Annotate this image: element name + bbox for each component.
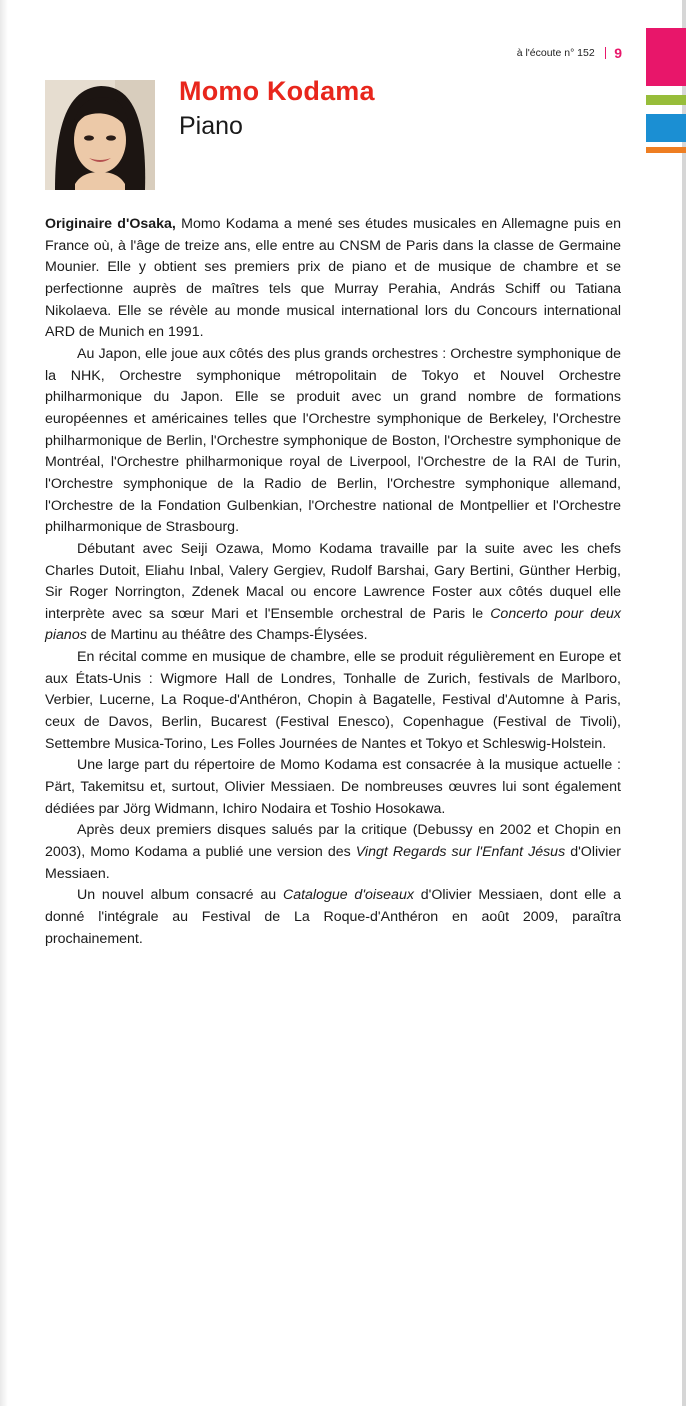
page-right-edge xyxy=(682,0,686,1406)
bio-paragraph-7 xyxy=(45,885,621,950)
biography xyxy=(45,214,621,950)
section-tab-blue xyxy=(646,114,686,142)
bio-p7-text: Un nouvel album consacré au xyxy=(77,887,283,904)
folio-separator xyxy=(605,47,607,59)
bio-p7-text-end: d'Olivier Messiaen, dont elle a donné l'intégrale au Festival de La Roque-d'Anthéron en août 2009, paraîtra prochainement. xyxy=(45,887,621,947)
bio-p6-title: Vingt Regards sur l'Enfant Jésus xyxy=(355,844,566,861)
bio-paragraph-3 xyxy=(45,539,621,647)
section-tab-green xyxy=(646,95,686,105)
bio-paragraph-2: Au Japon, elle joue aux côtés des plus grands orchestres : Orchestre symphonique de la NHK, Orchestre symphonique métropolitain de Tokyo et Nouvel Orchestre philharmonique du Japon. Elle se produit avec un grand nombre de formations européennes et américaines telles que l'Orchestre symphonique de Berkeley, l'Orchestre philharmonique de Berlin, l'Orchestre symphonique de Boston, l'Orchestre symphonique de Montréal, l'Orchestre philharmonique royal de Liverpool, l'Orchestre de la RAI de Turin, l'Orchestre symphonique de la Radio de Berlin, l'Orchestre symphonique allemand, l'Orchestre de la Fondation Gulbenkian, l'Orchestre national de Montpellier et l'Orchestre philharmonique de Strasbourg. xyxy=(45,345,621,536)
page-number: 9 xyxy=(614,45,622,61)
bio-paragraph-1 xyxy=(45,214,621,344)
artist-name: Momo Kodama xyxy=(179,76,375,106)
bio-p7-title: Catalogue d'oiseaux xyxy=(282,887,414,904)
portrait-illustration xyxy=(45,80,155,190)
section-tab-orange xyxy=(646,147,686,153)
bio-p3-text-end: de Martinu au théâtre des Champs-Élysées. xyxy=(86,627,368,644)
artist-instrument: Piano xyxy=(179,112,243,140)
bio-paragraph-6 xyxy=(45,820,621,885)
publication-label: à l'écoute n° 152 xyxy=(516,47,595,59)
bio-lead: Originaire d'Osaka, xyxy=(45,216,176,232)
bio-paragraph-5: Une large part du répertoire de Momo Kodama est consacrée à la musique actuelle : Pärt, Takemitsu et, surtout, Olivier Messiaen. De nombreuses œuvres lui sont également dédiées par Jörg Widmann, Ichiro Nodaira et Toshio Hosokawa. xyxy=(45,757,621,817)
bio-p1-text: Momo Kodama a mené ses études musicales en Allemagne puis en France où, à l'âge de treize ans, elle entre au CNSM de Paris dans la classe de Germaine Mounier. Elle y obtient ses premiers prix de piano et de musique de chambre et se perfectionne auprès de maîtres tels que Murray Perahia, András Schiff ou Tatiana Nikolaeva. Elle se révèle au monde musical international lors du Concours international ARD de Munich en 1991. xyxy=(45,216,621,341)
bio-p6-text: Après deux premiers disques salués par la critique (Debussy en 2002 et Chopin en 2003), Momo Kodama a publié une version des xyxy=(45,822,621,861)
bio-p3-text: Débutant avec Seiji Ozawa, Momo Kodama travaille par la suite avec les chefs Charles Dutoit, Eliahu Inbal, Valery Gergiev, Rudolf Barshai, Gary Bertini, Günther Herbig, Sir Roger Norrington, Zdenek Macal ou encore Lawrence Foster aux côtés duquel elle interprète avec sa sœur Mari et l'Ensemble orchestral de Paris le xyxy=(45,540,621,622)
bio-p6-text-end: d'Olivier Messiaen. xyxy=(45,844,621,882)
bio-p3-title: Concerto pour deux pianos xyxy=(45,605,621,644)
portrait-photo-icon xyxy=(45,80,155,190)
bio-paragraph-4: En récital comme en musique de chambre, elle se produit régulièrement en Europe et aux États-Unis : Wigmore Hall de Londres, Tonhalle de Zurich, festivals de Marlboro, Verbier, Lucerne, La Roque-d'Anthéron, Chopin à Bagatelle, Festival d'Automne à Paris, ceux de Davos, Berlin, Bucarest (Festival Enesco), Copenhague (Festival de Tivoli), Settembre Musica-Torino, Les Folles Journées de Nantes et Tokyo et Schleswig-Holstein. xyxy=(45,649,621,752)
page-binding-shadow xyxy=(0,0,8,1406)
page-folio xyxy=(517,45,622,61)
section-tab-pink xyxy=(646,28,686,86)
